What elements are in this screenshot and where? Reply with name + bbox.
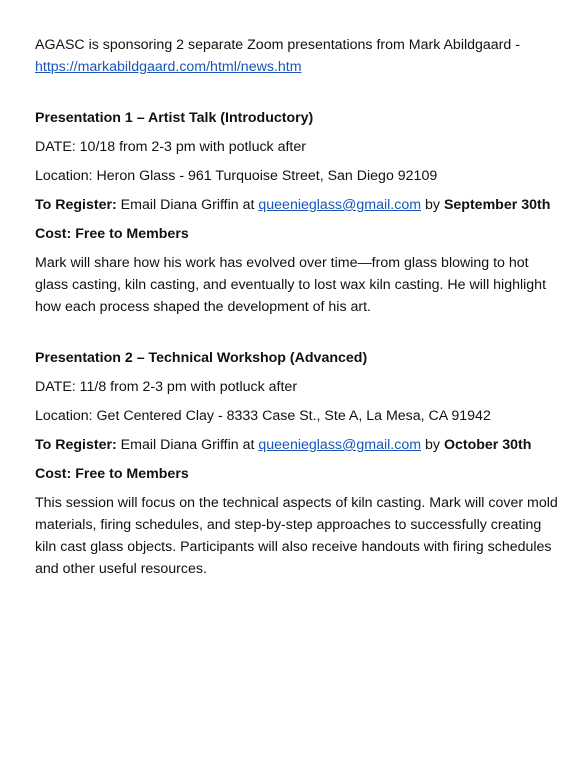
- presentation-1-description: Mark will share how his work has evolved over time—from glass blowing to hot glass casting, kiln casting, and eventually to lost wax kiln casting. He will highlight how each process shaped the development of his art.: [35, 255, 547, 315]
- presentation-2-section: [35, 347, 560, 580]
- news-link[interactable]: https://markabildgaard.com/html/news.htm: [35, 59, 302, 75]
- presentation-2-heading: Presentation 2 – Technical Workshop (Advanced): [35, 350, 368, 366]
- presentation-1-register: [35, 194, 560, 216]
- presentation-1-date: DATE: 10/18 from 2-3 pm with potluck after: [35, 139, 306, 155]
- register-deadline: September 30th: [443, 197, 551, 213]
- register-label: To Register:: [35, 437, 117, 453]
- presentation-2-location: Location: Get Centered Clay - 8333 Case St., Ste A, La Mesa, CA 91942: [35, 408, 491, 424]
- register-label: To Register:: [35, 197, 117, 213]
- document-page: [35, 34, 560, 580]
- presentation-1-cost: Cost: Free to Members: [35, 226, 189, 242]
- presentation-2-description: This session will focus on the technical aspects of kiln casting. Mark will cover mold materials, firing schedules, and step-by-step approaches to successfully creating kiln cast glass objects. Participants will also receive handouts with firing schedules and other useful resources.: [35, 495, 558, 577]
- presentation-2-date: DATE: 11/8 from 2-3 pm with potluck after: [35, 379, 298, 395]
- spacer: [35, 78, 560, 107]
- register-email-link[interactable]: queenieglass@gmail.com: [258, 437, 422, 453]
- register-email-link[interactable]: queenieglass@gmail.com: [258, 197, 422, 213]
- presentation-2-cost: Cost: Free to Members: [35, 466, 189, 482]
- register-deadline: October 30th: [443, 437, 532, 453]
- intro-paragraph: [35, 34, 560, 78]
- spacer: [35, 318, 560, 347]
- presentation-1-section: [35, 107, 560, 318]
- presentation-2-register: [35, 434, 560, 456]
- presentation-1-location: Location: Heron Glass - 961 Turquoise Street, San Diego 92109: [35, 168, 438, 184]
- register-by: by: [421, 437, 444, 453]
- intro-text: AGASC is sponsoring 2 separate Zoom presentations from Mark Abildgaard -: [35, 37, 520, 53]
- register-text: Email Diana Griffin at: [116, 197, 259, 213]
- presentation-1-heading: Presentation 1 – Artist Talk (Introductory): [35, 110, 314, 126]
- register-text: Email Diana Griffin at: [116, 437, 259, 453]
- register-by: by: [421, 197, 444, 213]
